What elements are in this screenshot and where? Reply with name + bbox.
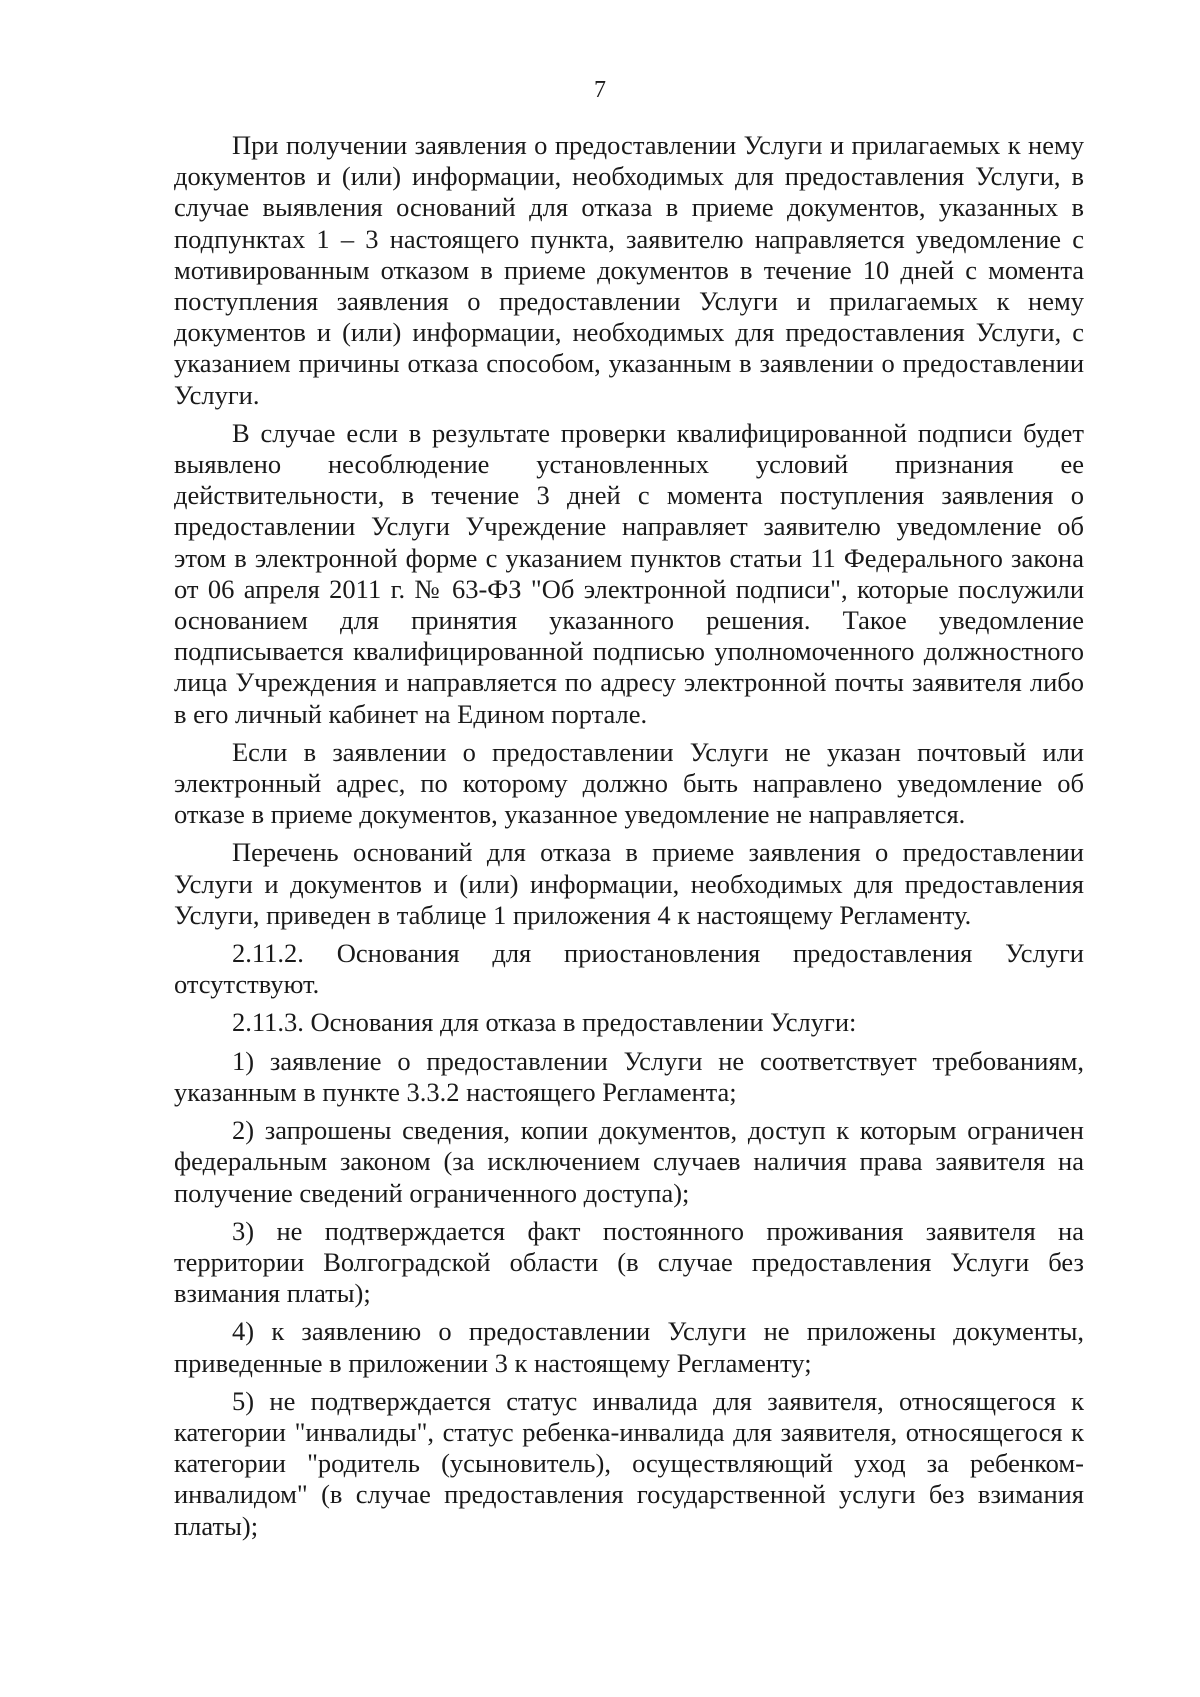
paragraph-no-address: Если в заявлении о предоставлении Услуги не указан почтовый или электронный адрес, по которому должно быть направлено уведомление об отказе в приеме документов, указанное уведомление не направляется. (174, 736, 1084, 830)
list-item-2: 2) запрошены сведения, копии документов, доступ к которым ограничен федеральным законом (за исключением случаев наличия права заявителя на получение сведений ограниченного доступа); (174, 1115, 1084, 1208)
list-item-5: 5) не подтверждается статус инвалида для заявителя, относящегося к категории "инвалиды", статус ребенка-инвалида для заявителя, относящегося к категории "родитель (усыновитель), осуществляющий уход за ребенком-инвалидом" (в случае предоставления государственной услуги без взимания платы); (174, 1385, 1084, 1541)
paragraph-rejection-notice: При получении заявления о предоставлении Услуги и прилагаемых к нему документов и (или) информации, необходимых для предоставления Услуги, в случае выявления оснований для отказа в приеме документов, указанных в подпунктах 1 – 3 настоящего пункта, заявителю направляется уведомление с мотивированным отказом в приеме документов в течение 10 дней с момента поступления заявления о предоставлении Услуги и прилагаемых к нему документов и (или) информации, необходимых для предоставления Услуги, с указанием причины отказа способом, указанным в заявлении о предоставлении Услуги. (174, 130, 1084, 410)
paragraph-2-11-3: 2.11.3. Основания для отказа в предоставлении Услуги: (232, 1007, 857, 1038)
page-number: 7 (594, 77, 606, 103)
paragraph-signature-check: В случае если в результате проверки квалифицированной подписи будет выявлено несоблюдение установленных условий признания ее действительности, в течение 3 дней с момента поступления заявления о предоставлении Услуги Учреждение направляет заявителю уведомление об этом в электронной форме с указанием пунктов статьи 11 Федерального закона от 06 апреля 2011 г. № 63-ФЗ "Об электронной подписи", которые послужили основанием для принятия указанного решения. Такое уведомление подписывается квалифицированной подписью уполномоченного должностного лица Учреждения и направляется по адресу электронной почты заявителя либо в его личный кабинет на Едином портале. (174, 417, 1084, 729)
paragraph-2-11-2: 2.11.2. Основания для приостановления предоставления Услуги отсутствуют. (174, 938, 1084, 1000)
list-item-4: 4) к заявлению о предоставлении Услуги не приложены документы, приведенные в приложении 3 к настоящему Регламенту; (174, 1316, 1084, 1378)
list-item-1: 1) заявление о предоставлении Услуги не соответствует требованиям, указанным в пункте 3.3.2 настоящего Регламента; (174, 1045, 1084, 1107)
paragraph-grounds-list: Перечень оснований для отказа в приеме заявления о предоставлении Услуги и документов и (или) информации, необходимых для предоставления Услуги, приведен в таблице 1 приложения 4 к настоящему Регламенту. (174, 837, 1084, 930)
document-body (174, 130, 1084, 1549)
list-item-3: 3) не подтверждается факт постоянного проживания заявителя на территории Волгоградской области (в случае предоставления Услуги без взимания платы); (174, 1215, 1084, 1309)
